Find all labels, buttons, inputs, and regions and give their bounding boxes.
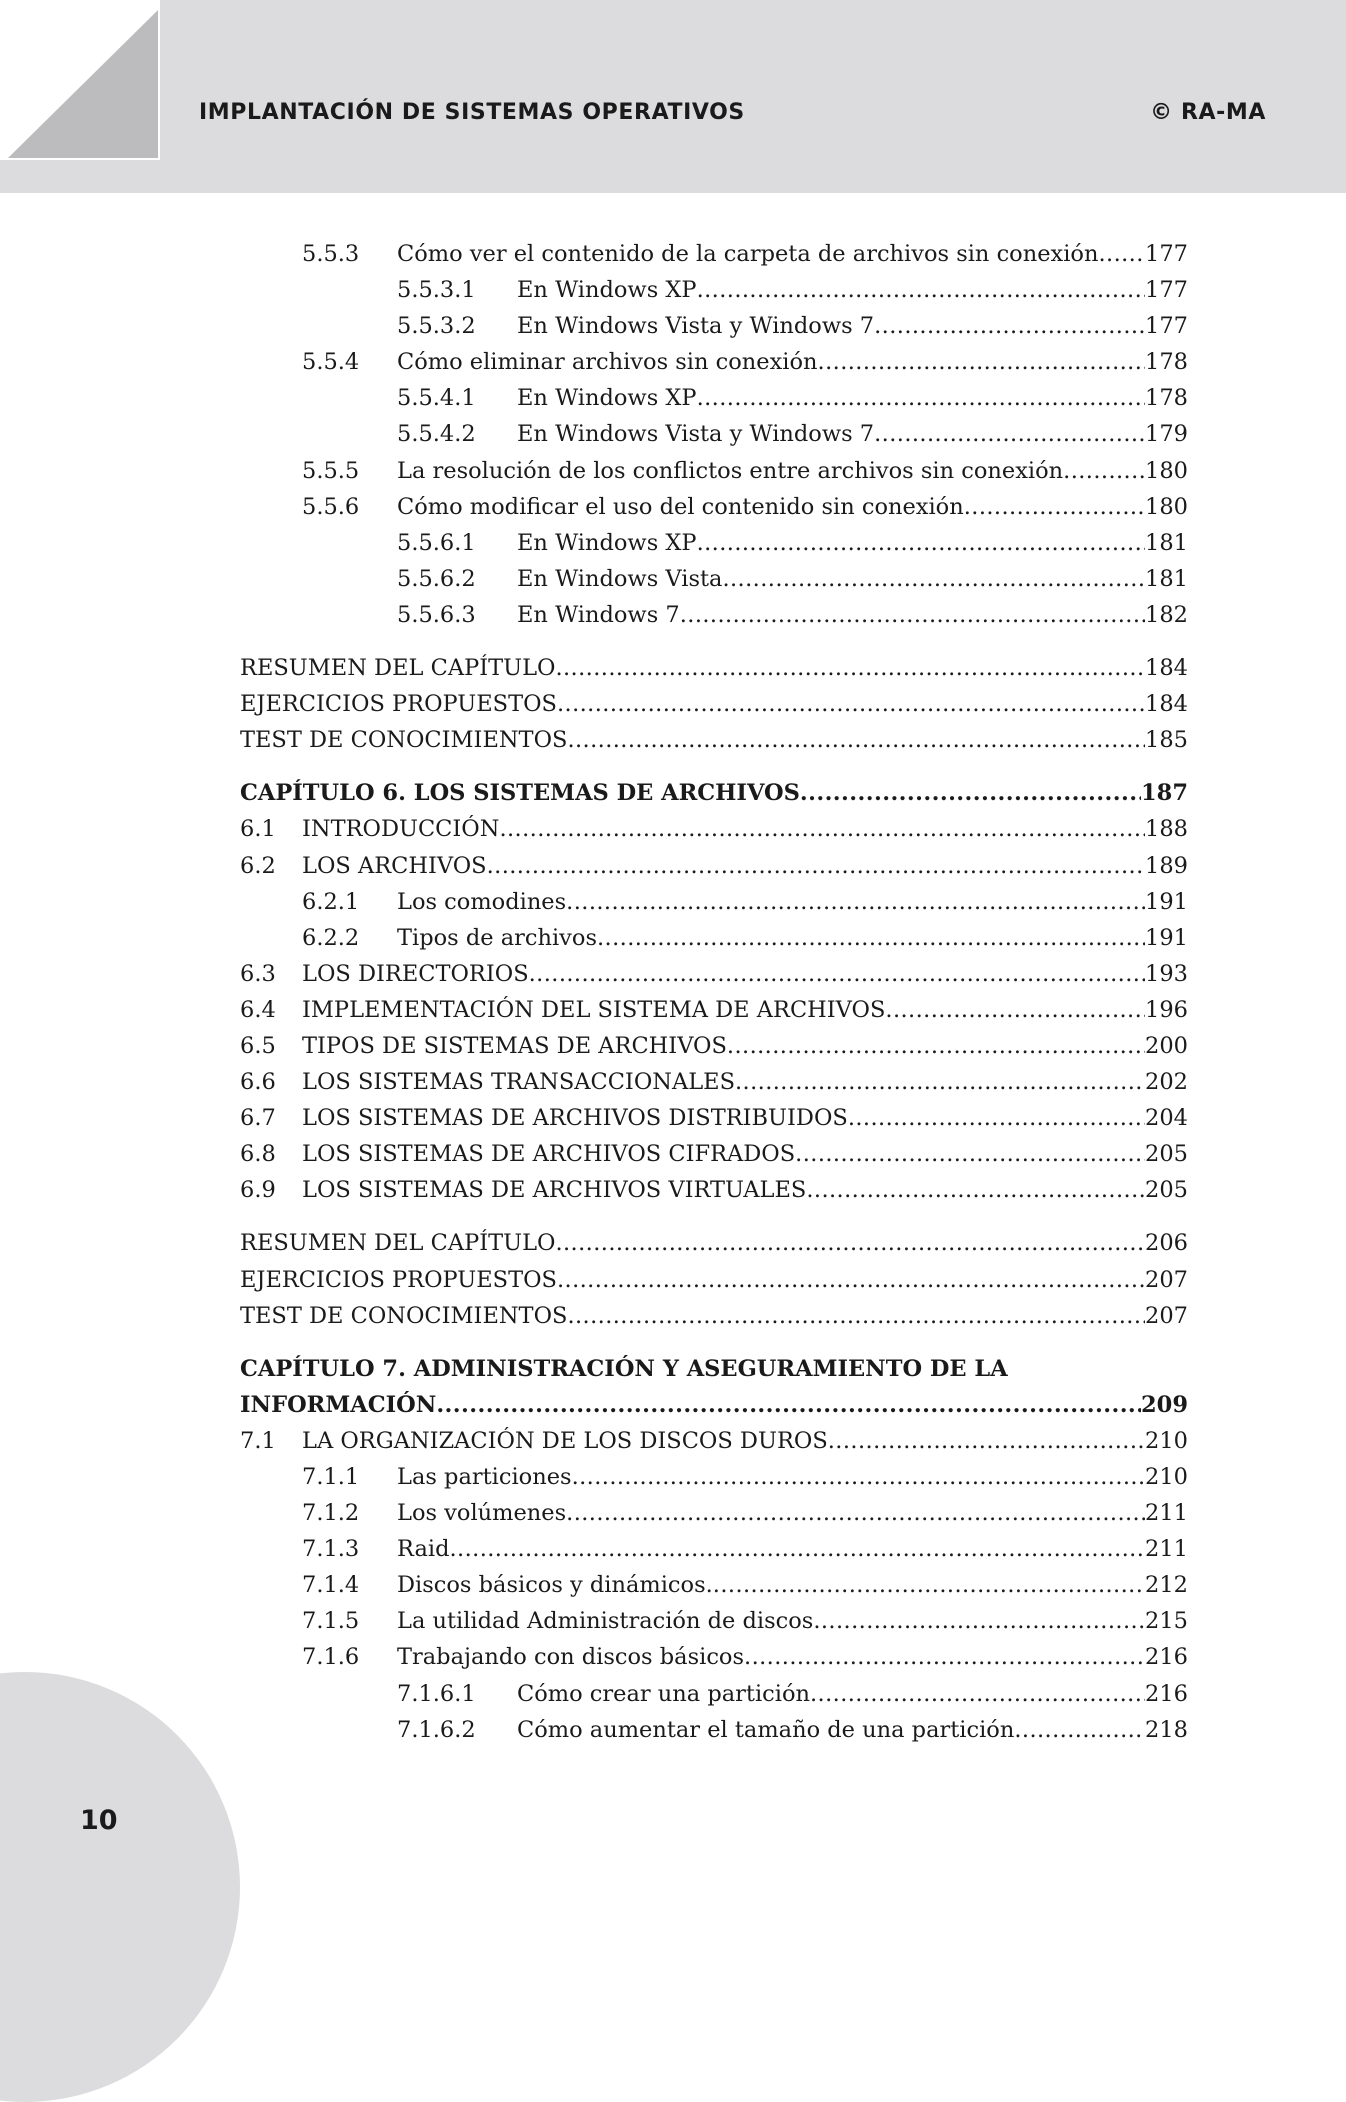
- dot-leader: [697, 272, 1145, 308]
- toc-entry[interactable]: [240, 453, 1188, 489]
- toc-entry-title: TEST DE CONOCIMIENTOS: [240, 727, 568, 754]
- toc-entry-number: 5.5.3.1: [397, 277, 476, 304]
- toc-entry[interactable]: [240, 1100, 1188, 1136]
- toc-entry[interactable]: [240, 1423, 1188, 1459]
- toc-entry-page: 212: [1145, 1572, 1188, 1599]
- toc-entry-page: 210: [1145, 1464, 1188, 1490]
- toc-entry-page: 177: [1145, 241, 1188, 267]
- toc-entry-title: La resolución de los conflictos entre archivos sin conexión: [397, 457, 1064, 484]
- toc-entry[interactable]: [240, 1028, 1188, 1064]
- toc-entry[interactable]: [240, 920, 1188, 956]
- dot-leader: [885, 992, 1145, 1028]
- toc-entry-title: EJERCICIOS PROPUESTOS: [240, 691, 557, 718]
- toc-entry[interactable]: [240, 1639, 1188, 1675]
- dot-leader: [529, 956, 1145, 992]
- toc-entry[interactable]: [240, 272, 1188, 308]
- dot-leader: [566, 884, 1145, 920]
- dot-leader: [449, 1531, 1145, 1567]
- toc-entry-page: 185: [1145, 727, 1188, 754]
- toc-entry-number: 6.7: [240, 1105, 276, 1132]
- toc-entry-number: 5.5.6.3: [397, 601, 476, 628]
- toc-entry-title: En Windows Vista y Windows 7: [517, 421, 875, 448]
- dot-leader: [744, 1639, 1145, 1675]
- toc-entry-page: 211: [1145, 1536, 1188, 1563]
- toc-entry-page: 200: [1145, 1032, 1188, 1059]
- toc-entry[interactable]: [240, 525, 1188, 561]
- toc-entry[interactable]: [240, 1298, 1188, 1334]
- dot-leader: [874, 416, 1145, 452]
- toc-entry-number: 7.1.5: [302, 1608, 360, 1635]
- dot-leader: [436, 1387, 1141, 1423]
- dot-leader: [567, 1298, 1145, 1334]
- toc-entry-page: 189: [1145, 852, 1188, 879]
- page-number: 10: [80, 1805, 118, 1836]
- toc-entry-page: 207: [1145, 1266, 1188, 1293]
- toc-entry[interactable]: [240, 1387, 1188, 1423]
- corner-tab: [0, 0, 160, 160]
- toc-entry[interactable]: [240, 811, 1188, 847]
- toc-entry-page: 216: [1145, 1644, 1188, 1671]
- toc-entry-page: 179: [1145, 421, 1188, 448]
- toc-entry[interactable]: [240, 1603, 1188, 1639]
- toc-entry[interactable]: [240, 1567, 1188, 1603]
- toc-entry-title: INFORMACIÓN: [240, 1391, 437, 1418]
- toc-entry-title: Trabajando con discos básicos: [397, 1644, 745, 1671]
- running-header-title: IMPLANTACIÓN DE SISTEMAS OPERATIVOS: [199, 100, 745, 125]
- toc-entry-title: Cómo eliminar archivos sin conexión: [397, 349, 818, 376]
- toc-entry[interactable]: [240, 686, 1188, 722]
- toc-entry-title: LOS SISTEMAS DE ARCHIVOS VIRTUALES: [302, 1177, 807, 1204]
- dot-leader: [818, 344, 1146, 380]
- toc-entry-number: 5.5.5: [302, 457, 360, 484]
- dot-leader: [1098, 236, 1145, 272]
- toc-entry-page: 178: [1145, 385, 1188, 412]
- toc-entry[interactable]: [240, 1676, 1188, 1712]
- dot-leader: [813, 1603, 1145, 1639]
- toc-entry-number: 6.2.2: [302, 924, 360, 951]
- toc-entry-page: 184: [1145, 691, 1188, 718]
- dot-leader: [555, 650, 1145, 686]
- toc-entry-number: 6.9: [240, 1177, 276, 1204]
- dot-leader: [697, 380, 1145, 416]
- dot-leader: [848, 1100, 1145, 1136]
- toc-entry-page: 184: [1145, 655, 1188, 682]
- page-number-circle: [0, 1672, 240, 2102]
- running-header-publisher: © RA-MA: [1150, 100, 1266, 125]
- dot-leader: [567, 722, 1145, 758]
- toc-entry-title: En Windows XP: [517, 529, 697, 556]
- dot-leader: [727, 1028, 1145, 1064]
- toc-entry-number: 7.1.1: [302, 1464, 360, 1490]
- toc-entry-page: 215: [1145, 1608, 1188, 1635]
- toc-entry-page: 177: [1145, 277, 1188, 304]
- toc-entry-page: 216: [1145, 1680, 1188, 1707]
- toc-entry-title: TIPOS DE SISTEMAS DE ARCHIVOS: [302, 1032, 727, 1059]
- toc-entry-title: LA ORGANIZACIÓN DE LOS DISCOS DUROS: [302, 1427, 828, 1454]
- toc-entry-page: 210: [1145, 1427, 1188, 1454]
- toc-entry[interactable]: [240, 1064, 1188, 1100]
- toc-entry-title: Cómo modificar el uso del contenido sin conexión: [397, 493, 964, 520]
- toc-entry-number: 7.1.6.1: [397, 1680, 476, 1707]
- toc-entry-title: EJERCICIOS PROPUESTOS: [240, 1266, 557, 1293]
- table-of-contents: [240, 236, 1188, 1748]
- toc-entry-page: 180: [1145, 493, 1188, 520]
- page-corner-fold: [8, 10, 158, 158]
- toc-entry[interactable]: [240, 722, 1188, 758]
- toc-entry-number: 6.2: [240, 852, 276, 879]
- dot-leader: [795, 1136, 1145, 1172]
- dot-leader: [566, 1495, 1145, 1531]
- dot-leader: [722, 561, 1145, 597]
- toc-entry-page: 181: [1145, 529, 1188, 556]
- toc-entry[interactable]: [240, 848, 1188, 884]
- toc-entry-title: RESUMEN DEL CAPÍTULO: [240, 1230, 556, 1257]
- dot-leader: [697, 525, 1145, 561]
- toc-entry-number: 5.5.4: [302, 349, 360, 376]
- toc-entry-title: Las particiones: [397, 1464, 572, 1490]
- toc-entry-number: 7.1.4: [302, 1572, 360, 1599]
- toc-entry-title: Cómo ver el contenido de la carpeta de archivos sin conexión: [397, 241, 1099, 267]
- toc-entry-page: 204: [1145, 1105, 1188, 1132]
- toc-entry-page: 206: [1145, 1230, 1188, 1257]
- toc-entry-number: 5.5.3: [302, 241, 360, 267]
- toc-entry-title: Raid: [397, 1536, 450, 1563]
- toc-entry-number: 5.5.6.2: [397, 565, 476, 592]
- toc-entry-page: 218: [1145, 1716, 1188, 1743]
- toc-entry-title: CAPÍTULO 6. LOS SISTEMAS DE ARCHIVOS: [240, 780, 800, 807]
- toc-entry-number: 5.5.4.2: [397, 421, 476, 448]
- toc-entry[interactable]: [240, 1712, 1188, 1748]
- dot-leader: [557, 686, 1145, 722]
- toc-entry-number: 6.3: [240, 960, 276, 987]
- dot-leader: [1063, 453, 1145, 489]
- toc-entry[interactable]: [240, 992, 1188, 1028]
- dot-leader: [487, 848, 1145, 884]
- toc-entry-title: Tipos de archivos: [397, 924, 597, 951]
- toc-entry-page: 182: [1145, 601, 1188, 628]
- toc-entry-number: 5.5.6.1: [397, 529, 476, 556]
- toc-entry-title: LOS SISTEMAS DE ARCHIVOS CIFRADOS: [302, 1141, 796, 1168]
- toc-entry-page: 191: [1145, 924, 1188, 951]
- dot-leader: [828, 1423, 1145, 1459]
- toc-entry[interactable]: [240, 1531, 1188, 1567]
- toc-entry-page: 207: [1145, 1302, 1188, 1329]
- toc-entry[interactable]: [240, 1136, 1188, 1172]
- dot-leader: [1014, 1712, 1145, 1748]
- dot-leader: [810, 1676, 1145, 1712]
- toc-entry[interactable]: [240, 236, 1188, 272]
- toc-entry[interactable]: [240, 308, 1188, 344]
- toc-entry-page: 177: [1145, 313, 1188, 340]
- toc-entry[interactable]: [240, 416, 1188, 452]
- dot-leader: [806, 1172, 1145, 1208]
- dot-leader: [557, 1262, 1145, 1298]
- toc-entry-title: INTRODUCCIÓN: [302, 816, 500, 843]
- dot-leader: [735, 1064, 1145, 1100]
- toc-entry-page: 205: [1145, 1141, 1188, 1168]
- dot-leader: [597, 920, 1145, 956]
- toc-entry-title: CAPÍTULO 7. ADMINISTRACIÓN Y ASEGURAMIENTO DE LA: [240, 1355, 1008, 1382]
- toc-entry-title: TEST DE CONOCIMIENTOS: [240, 1302, 568, 1329]
- toc-entry-title: LOS DIRECTORIOS: [302, 960, 529, 987]
- toc-entry-title: Cómo crear una partición: [517, 1680, 810, 1707]
- toc-entry[interactable]: [240, 884, 1188, 920]
- toc-entry[interactable]: [240, 1172, 1188, 1208]
- toc-entry-number: 5.5.3.2: [397, 313, 476, 340]
- toc-entry-title: En Windows Vista y Windows 7: [517, 313, 875, 340]
- toc-entry-number: 7.1.3: [302, 1536, 360, 1563]
- toc-entry[interactable]: [240, 775, 1188, 811]
- toc-entry-title: La utilidad Administración de discos: [397, 1608, 814, 1635]
- toc-entry-page: 211: [1145, 1500, 1188, 1527]
- toc-entry-page: 180: [1145, 457, 1188, 484]
- toc-entry-title: Los volúmenes: [397, 1500, 567, 1527]
- toc-entry[interactable]: [240, 1495, 1188, 1531]
- toc-entry-page: 205: [1145, 1177, 1188, 1204]
- toc-entry-title: LOS ARCHIVOS: [302, 852, 487, 879]
- toc-entry-title: En Windows 7: [517, 601, 680, 628]
- toc-entry-title: En Windows Vista: [517, 565, 723, 592]
- toc-entry-title: En Windows XP: [517, 385, 697, 412]
- toc-entry-number: 5.5.4.1: [397, 385, 476, 412]
- toc-entry-number: 7.1.6: [302, 1644, 360, 1671]
- toc-entry-page: 181: [1145, 565, 1188, 592]
- toc-entry-number: 5.5.6: [302, 493, 360, 520]
- toc-entry[interactable]: [240, 561, 1188, 597]
- toc-entry-number: 6.6: [240, 1069, 276, 1096]
- toc-entry-title: LOS SISTEMAS DE ARCHIVOS DISTRIBUIDOS: [302, 1105, 848, 1132]
- toc-entry-title: En Windows XP: [517, 277, 697, 304]
- dot-leader: [800, 775, 1141, 811]
- toc-entry-page: 202: [1145, 1069, 1188, 1096]
- toc-entry-page: 191: [1145, 888, 1188, 915]
- dot-leader: [713, 1567, 1145, 1603]
- dot-leader: [964, 489, 1145, 525]
- toc-entry-title: Discos básicos y dinámicos.: [397, 1572, 713, 1599]
- toc-entry-number: 7.1.6.2: [397, 1716, 476, 1743]
- toc-entry-title: Los comodines: [397, 888, 567, 915]
- toc-entry-page: 196: [1145, 996, 1188, 1023]
- toc-entry-title: IMPLEMENTACIÓN DEL SISTEMA DE ARCHIVOS: [302, 996, 886, 1023]
- toc-entry-title: RESUMEN DEL CAPÍTULO: [240, 655, 556, 682]
- toc-entry-number: 6.5: [240, 1032, 276, 1059]
- toc-entry-page: 178: [1145, 349, 1188, 376]
- toc-entry[interactable]: [240, 344, 1188, 380]
- toc-entry[interactable]: [240, 489, 1188, 525]
- toc-entry-title: LOS SISTEMAS TRANSACCIONALES: [302, 1069, 735, 1096]
- toc-entry-number: 6.1: [240, 816, 276, 843]
- toc-entry-number: 6.2.1: [302, 888, 360, 915]
- toc-entry[interactable]: [240, 1459, 1188, 1495]
- toc-entry[interactable]: [240, 1225, 1188, 1261]
- toc-entry-number: 6.8: [240, 1141, 276, 1168]
- toc-entry[interactable]: [240, 650, 1188, 686]
- toc-entry-page: 193: [1145, 960, 1188, 987]
- header-band: [0, 0, 1346, 193]
- toc-entry[interactable]: [240, 1262, 1188, 1298]
- dot-leader: [680, 597, 1145, 633]
- dot-leader: [555, 1225, 1145, 1261]
- toc-entry[interactable]: [240, 597, 1188, 633]
- toc-entry[interactable]: [240, 956, 1188, 992]
- dot-leader: [572, 1459, 1145, 1495]
- toc-entry[interactable]: [240, 1351, 1188, 1387]
- toc-entry-page: 209: [1141, 1391, 1188, 1418]
- dot-leader: [874, 308, 1145, 344]
- dot-leader: [499, 811, 1145, 847]
- toc-entry-page: 187: [1141, 780, 1188, 807]
- toc-entry-number: 6.4: [240, 996, 276, 1023]
- toc-entry-title: Cómo aumentar el tamaño de una partición: [517, 1716, 1015, 1743]
- toc-entry-number: 7.1.2: [302, 1500, 360, 1527]
- toc-entry[interactable]: [240, 380, 1188, 416]
- toc-entry-number: 7.1: [240, 1427, 276, 1454]
- toc-entry-page: 188: [1145, 816, 1188, 843]
